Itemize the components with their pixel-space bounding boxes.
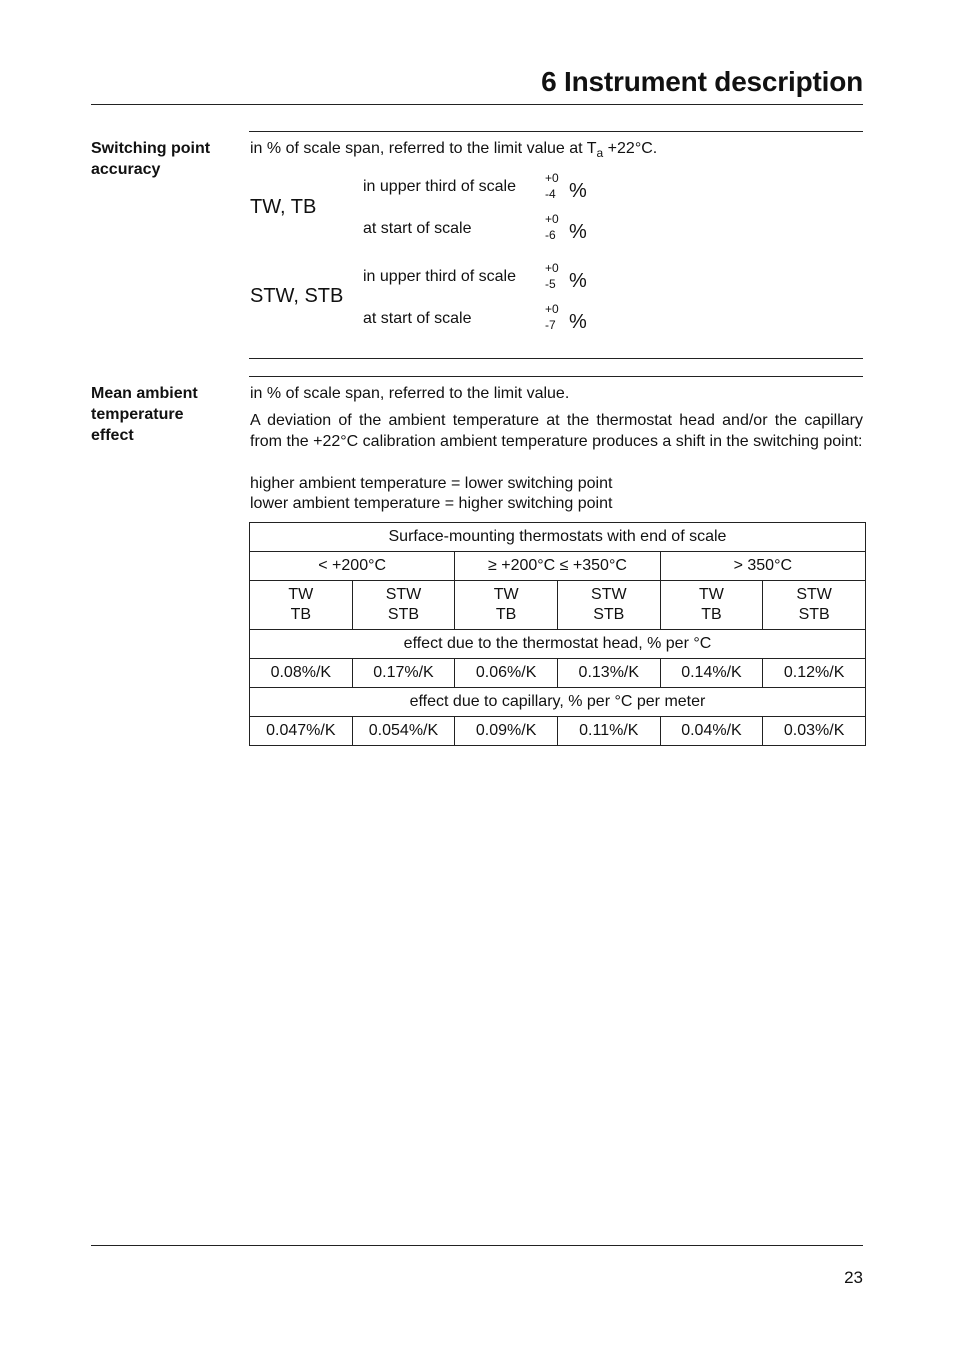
- section-top-rule: [249, 131, 863, 132]
- ambient-effect-higher: higher ambient temperature = lower switching point: [250, 475, 613, 492]
- footer-rule: [91, 1245, 863, 1246]
- percent-unit: %: [569, 180, 587, 202]
- table-row: [250, 659, 866, 688]
- type-header: STW STB: [352, 581, 455, 630]
- table-cell: 0.047%/K: [250, 717, 353, 746]
- accuracy-condition: in upper third of scale: [363, 178, 516, 195]
- table-cell: 0.09%/K: [455, 717, 558, 746]
- table-cell: 0.14%/K: [660, 659, 763, 688]
- percent-unit: %: [569, 270, 587, 292]
- section-top-rule: [249, 376, 863, 377]
- capillary-effect-label: effect due to capillary, % per °C per meter: [250, 688, 866, 717]
- type-header: TW TB: [660, 581, 763, 630]
- table-cell: 0.06%/K: [455, 659, 558, 688]
- table-type-row: [250, 581, 866, 630]
- switching-accuracy-intro: in % of scale span, referred to the limit value at $T_a +22^\circ C$.: [250, 140, 658, 160]
- ambient-effect-table: [249, 522, 866, 746]
- table-range-row: [250, 552, 866, 581]
- table-section-row: [250, 630, 866, 659]
- range-header: > 350°C: [660, 552, 865, 581]
- table-cell: 0.13%/K: [557, 659, 660, 688]
- head-effect-label: effect due to the thermostat head, % per °C: [250, 630, 866, 659]
- page-title: 6 Instrument description: [541, 66, 863, 97]
- table-cell: 0.17%/K: [352, 659, 455, 688]
- percent-unit: %: [569, 221, 587, 243]
- accuracy-condition: at start of scale: [363, 220, 472, 237]
- table-row: [250, 717, 866, 746]
- group-name-tw-tb: TW, TB: [250, 196, 317, 218]
- table-cell: 0.04%/K: [660, 717, 763, 746]
- ambient-effect-lower: lower ambient temperature = higher switching point: [250, 495, 613, 512]
- page-number: 23: [844, 1268, 863, 1287]
- accuracy-condition: at start of scale: [363, 310, 472, 327]
- table-title: Surface-mounting thermostats with end of scale: [250, 523, 866, 552]
- group-name-stw-stb: STW, STB: [250, 285, 344, 307]
- type-header: STW STB: [557, 581, 660, 630]
- ambient-effect-intro: in % of scale span, referred to the limit value.: [250, 385, 570, 402]
- table-cell: 0.03%/K: [763, 717, 866, 746]
- table-section-row: [250, 688, 866, 717]
- range-header: ≥ +200°C ≤ +350°C: [455, 552, 660, 581]
- ambient-effect-paragraph: A deviation of the ambient temperature at the thermostat head and/or the capillary from the +22°C calibration ambient temperature produces a shift in the switching point:: [250, 412, 863, 450]
- header-rule: [91, 104, 863, 105]
- type-header: TW TB: [455, 581, 558, 630]
- section-bottom-rule: [249, 358, 863, 359]
- type-header: TW TB: [250, 581, 353, 630]
- table-cell: 0.12%/K: [763, 659, 866, 688]
- table-cell: 0.11%/K: [557, 717, 660, 746]
- ambient-effect-label: Mean ambient temperature effect: [91, 385, 198, 444]
- range-header: < +200°C: [250, 552, 455, 581]
- accuracy-condition: in upper third of scale: [363, 268, 516, 285]
- table-cell: 0.054%/K: [352, 717, 455, 746]
- type-header: STW STB: [763, 581, 866, 630]
- switching-accuracy-label: Switching point accuracy: [91, 140, 211, 178]
- percent-unit: %: [569, 311, 587, 333]
- table-title-row: [250, 523, 866, 552]
- table-cell: 0.08%/K: [250, 659, 353, 688]
